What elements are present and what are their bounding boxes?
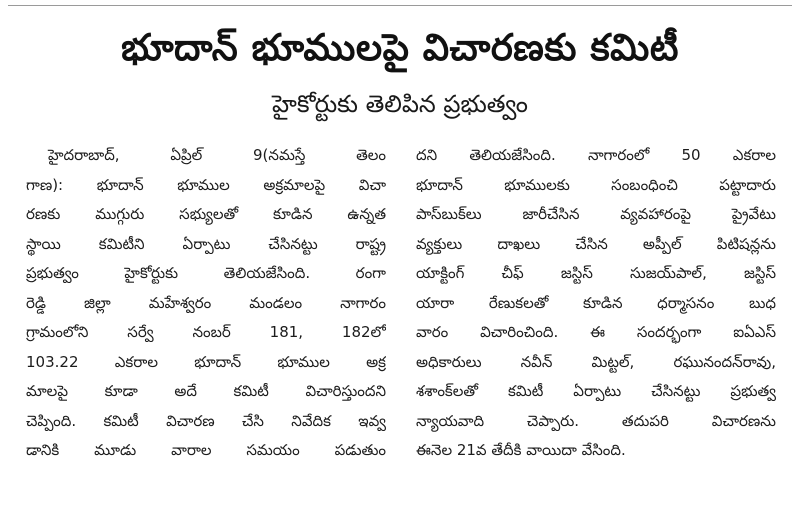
right-line-2: భూదాన్ భూములకు సంబంధించి పట్టాదారు <box>416 175 776 194</box>
right-line-5: యాక్టింగ్ చీఫ్ జస్టిస్ సుజయ్‌పాల్, జస్టిస్ <box>416 264 776 282</box>
left-line-9: మాలపై కూడా అదే కమిటీ విచారిస్తుందని <box>26 382 386 400</box>
left-line-5: ప్రభుత్వం హైకోర్టుకు తెలియజేసింది. రంగా <box>26 264 386 282</box>
left-line-2: గాణ): భూదాన్ భూముల అక్రమాలపై విచా <box>26 175 386 194</box>
left-line-8: 103.22 ఎకరాల భూదాన్ భూముల అక్ర <box>26 352 386 371</box>
top-rule <box>8 5 792 6</box>
right-line-11: ఈనెల 21వ తేదీకి వాయిదా వేసింది. <box>416 441 626 459</box>
left-line-4: స్థాయి కమిటీని ఏర్పాటు చేసినట్టు రాష్ట్ర <box>26 234 386 253</box>
right-line-1: దని తెలియజేసింది. నాగారంలో 50 ఎకరాల <box>416 146 776 164</box>
left-line-10: చెప్పింది. కమిటీ విచారణ చేసి నివేదిక ఇవ్వ <box>26 411 386 430</box>
right-line-9: శశాంక్‌లతో కమిటీ ఏర్పాటు చేసినట్టు ప్రభుత్వ <box>416 382 776 400</box>
left-line-3: రణకు ముగ్గురు సభ్యులతో కూడిన ఉన్నత <box>26 205 386 223</box>
left-line-7: గ్రామంలోని సర్వే నంబర్ 181, 182లో <box>26 323 386 341</box>
right-line-6: యారా రేణుకలతో కూడిన ధర్మాసనం బుధ <box>416 293 776 312</box>
left-line-1: హైదరాబాద్, ఏప్రిల్ 9(నమస్తే తెలం <box>48 146 386 164</box>
right-line-3: పాస్‌బుక్‌లు జారీచేసిన వ్యవహారంపై ప్రైవేటు <box>416 205 776 223</box>
left-column <box>26 141 386 466</box>
right-line-4: వ్యక్తులు దాఖలు చేసిన అప్పీల్ పిటిషన్లను <box>416 234 776 253</box>
subheadline: హైకోర్టుకు తెలిపిన ప్రభుత్వం <box>272 90 528 118</box>
left-line-6: రెడ్డి జిల్లా మహేశ్వరం మండలం నాగారం <box>26 293 386 312</box>
right-line-8: అధికారులు నవీన్ మిట్టల్, రఘునందన్‌రావు, <box>416 352 776 371</box>
right-column <box>416 141 776 466</box>
right-line-7: వారం విచారించింది. ఈ సందర్భంగా ఐఏఎస్ <box>416 323 776 341</box>
headline: భూదాన్ భూములపై విచారణకు కమిటీ <box>121 26 679 69</box>
right-line-10: న్యాయవాది చెప్పారు. తదుపరి విచారణను <box>416 411 776 430</box>
left-line-11: డానికి మూడు వారాల సమయం పడుతుం <box>26 441 386 459</box>
